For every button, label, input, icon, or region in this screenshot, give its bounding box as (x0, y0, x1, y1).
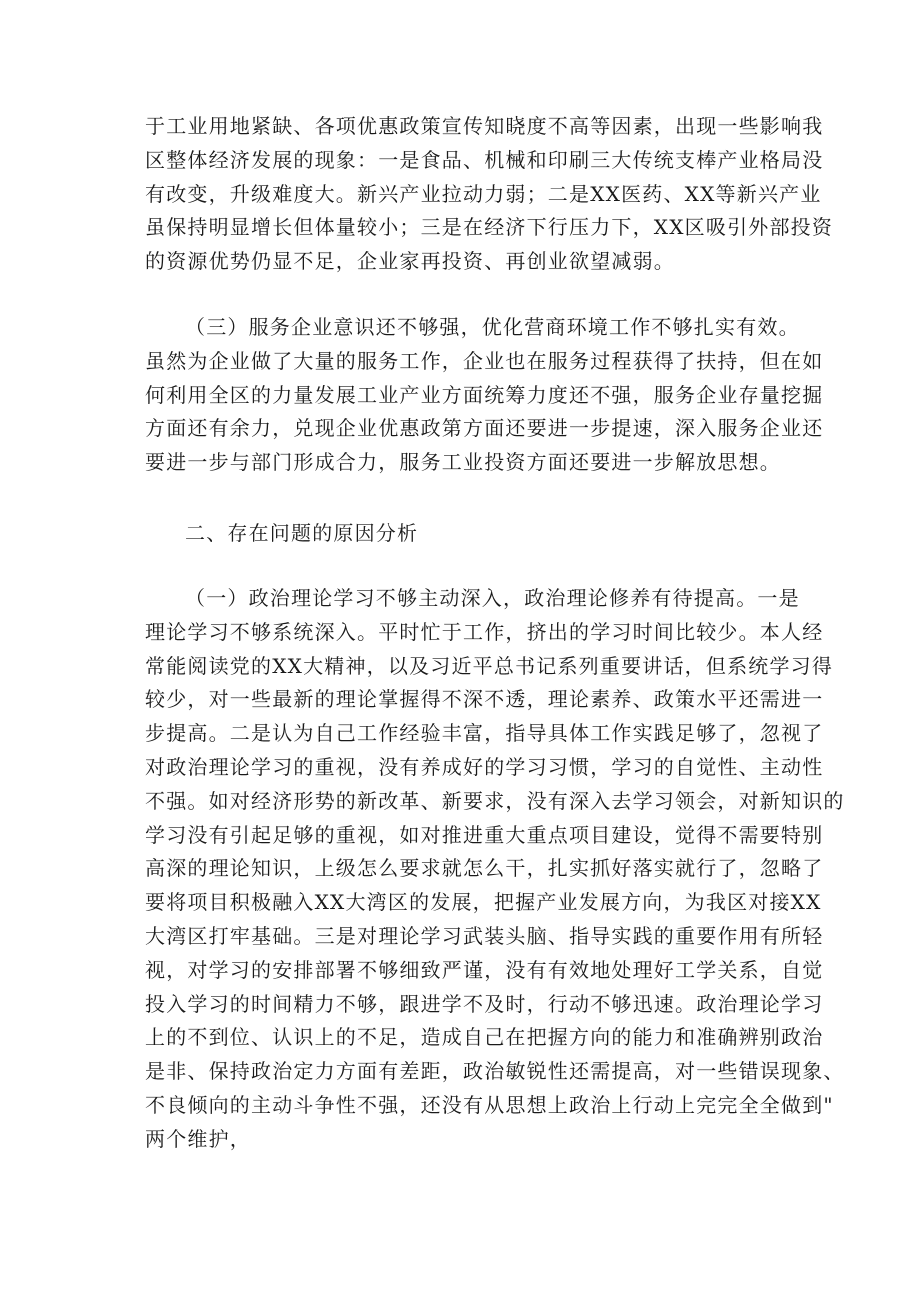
text-line: 上的不到位、认识上的不足，造成自己在把握方向的能力和准确辨别政治 (145, 1025, 824, 1050)
text-line: 虽保持明显增长但体量较小；三是在经济下行压力下，XX区吸引外部投资 (145, 215, 834, 240)
text-line: 区整体经济发展的现象：一是食品、机械和印刷三大传统支棒产业格局没 (145, 147, 824, 172)
text-line: 大湾区打牢基础。三是对理论学习武装头脑、指导实践的重要作用有所轻 (145, 923, 824, 948)
text-line: 理论学习不够系统深入。平时忙于工作，挤出的学习时间比较少。本人经 (145, 619, 824, 644)
text-line: 视，对学习的安排部署不够细致严谨，没有有效地处理好工学关系，自觉 (145, 957, 824, 982)
text-line: 何利用全区的力量发展工业产业方面统筹力度还不强，服务企业存量挖掘 (145, 382, 824, 407)
text-line: 要进一步与部门形成合力，服务工业投资方面还要进一步解放思想。 (145, 450, 781, 475)
text-line: 常能阅读党的XX大精神，以及习近平总书记系列重要讲话，但系统学习得 (145, 653, 834, 678)
text-line: （一）政治理论学习不够主动深入，政治理论修养有待提高。一是 (185, 586, 800, 610)
text-line: 不良倾向的主动斗争性不强，还没有从思想上政治上行动上完完全全做到" (145, 1092, 834, 1117)
text-line: 两个维护， (145, 1126, 251, 1151)
text-line: 虽然为企业做了大量的服务工作，企业也在服务过程获得了扶持，但在如 (145, 348, 824, 373)
text-line: 投入学习的时间精力不够，跟进学不及时，行动不够迅速。政治理论学习 (145, 991, 824, 1016)
text-line: 于工业用地紧缺、各项优惠政策宣传知晓度不高等因素，出现一些影响我 (145, 114, 824, 138)
text-line: 高深的理论知识，上级怎么要求就怎么干，扎实抓好落实就行了，忽略了 (145, 856, 824, 881)
text-line: 要将项目积极融入XX大湾区的发展，把握产业发展方向，为我区对接XX (145, 890, 822, 915)
text-line: 学习没有引起足够的重视，如对推进重大重点项目建设，觉得不需要特别 (145, 822, 824, 847)
text-line: 的资源优势仍显不足，企业家再投资、再创业欲望减弱。 (145, 249, 675, 274)
section-heading (145, 517, 795, 551)
text-line: 有改变，升级难度大。新兴产业拉动力弱；二是XX医药、XX等新兴产业 (145, 181, 822, 206)
text-line: 对政治理论学习的重视，没有养成好的学习习惯，学习的自觉性、主动性 (145, 754, 824, 779)
text-line: 不强。如对经济形势的新改革、新要求，没有深入去学习领会，对新知识的 (145, 788, 845, 813)
paragraph-political-theory (145, 582, 845, 1157)
paragraph-service-enterprise (145, 311, 824, 480)
text-line: 步提高。二是认为自己工作经验丰富，指导具体工作实践足够了，忽视了 (145, 721, 824, 746)
text-line: 较少，对一些最新的理论掌握得不深不透，理论素养、政策水平还需进一 (145, 687, 824, 712)
heading-text: 二、存在问题的原因分析 (185, 521, 419, 545)
text-line: 方面还有余力，兑现企业优惠政第方面还要进一步提速，深入服务企业还 (145, 416, 824, 441)
text-line: 是非、保持政治定力方面有差距，政治敏锐性还需提高，对一些错误现象、 (145, 1059, 845, 1084)
paragraph-industry-structure (145, 110, 834, 279)
text-line: （三）服务企业意识还不够强，优化营商环境工作不够扎实有效。 (185, 315, 800, 339)
